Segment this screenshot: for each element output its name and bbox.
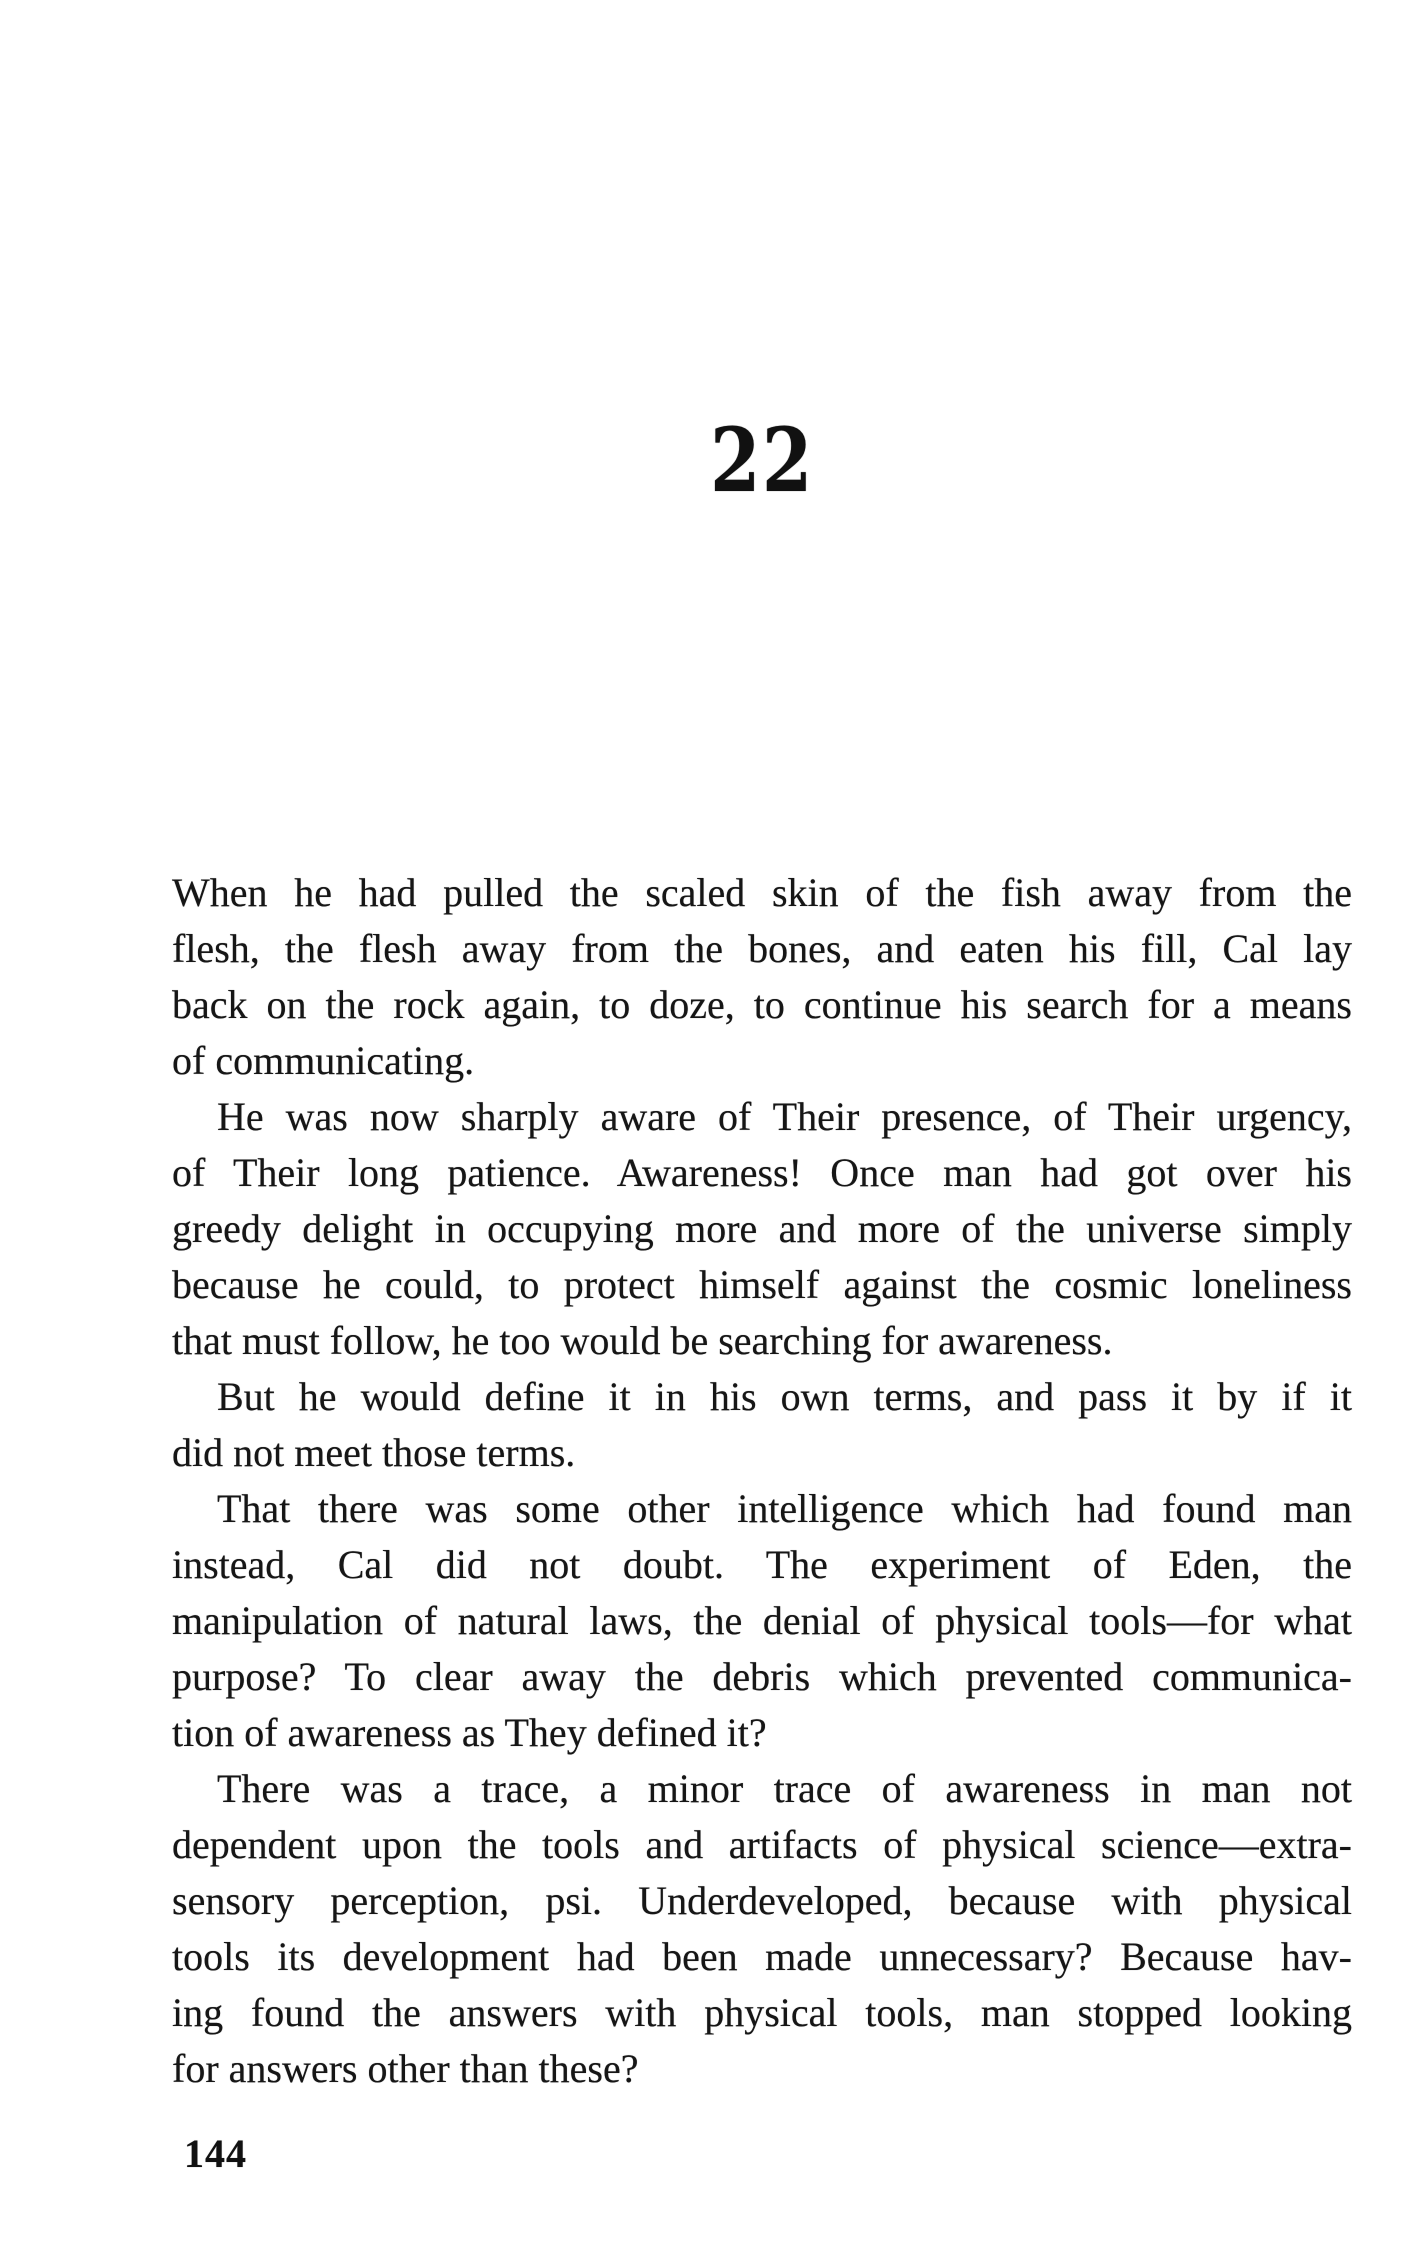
text-line: dependent upon the tools and artifacts of physical science—extra- [172,1822,1352,1867]
text-line: tools its development had been made unnecessary? Because hav- [172,1934,1352,1979]
text-line: That there was some other intelligence which had found man [217,1486,1352,1531]
text-line: that must follow, he too would be searching for awareness. [172,1318,1113,1363]
text-block [172,865,1352,2097]
text-line: manipulation of natural laws, the denial of physical tools—for what [172,1598,1352,1643]
text-line: But he would define it in his own terms, and pass it by if it [217,1374,1352,1419]
text-line: flesh, the flesh away from the bones, and eaten his fill, Cal lay [172,926,1352,971]
text-line: greedy delight in occupying more and more of the universe simply [172,1206,1352,1251]
text-line: tion of awareness as They defined it? [172,1710,767,1755]
text-line: When he had pulled the scaled skin of the fish away from the [172,870,1352,915]
text-line: back on the rock again, to doze, to continue his search for a means [172,982,1352,1027]
text-line: There was a trace, a minor trace of awareness in man not [217,1766,1352,1811]
paragraph [172,1481,1352,1761]
text-line: ing found the answers with physical tools, man stopped looking [172,1990,1352,2035]
text-line: of Their long patience. Awareness! Once man had got over his [172,1150,1352,1195]
text-line: He was now sharply aware of Their presence, of Their urgency, [217,1094,1352,1139]
text-line: for answers other than these? [172,2046,639,2091]
page-number: 144 [184,2131,247,2176]
text-line: of communicating. [172,1038,475,1083]
text-line: sensory perception, psi. Underdeveloped, because with physical [172,1878,1352,1923]
text-line: purpose? To clear away the debris which prevented communica- [172,1654,1352,1699]
paragraph [172,1369,1352,1481]
chapter-number: 22 [710,408,814,512]
text-line: instead, Cal did not doubt. The experiment of Eden, the [172,1542,1352,1587]
paragraph [172,865,1352,1089]
text-line: did not meet those terms. [172,1430,576,1475]
paragraph [172,1089,1352,1369]
text-line: because he could, to protect himself against the cosmic loneliness [172,1262,1352,1307]
paragraph [172,1761,1352,2097]
